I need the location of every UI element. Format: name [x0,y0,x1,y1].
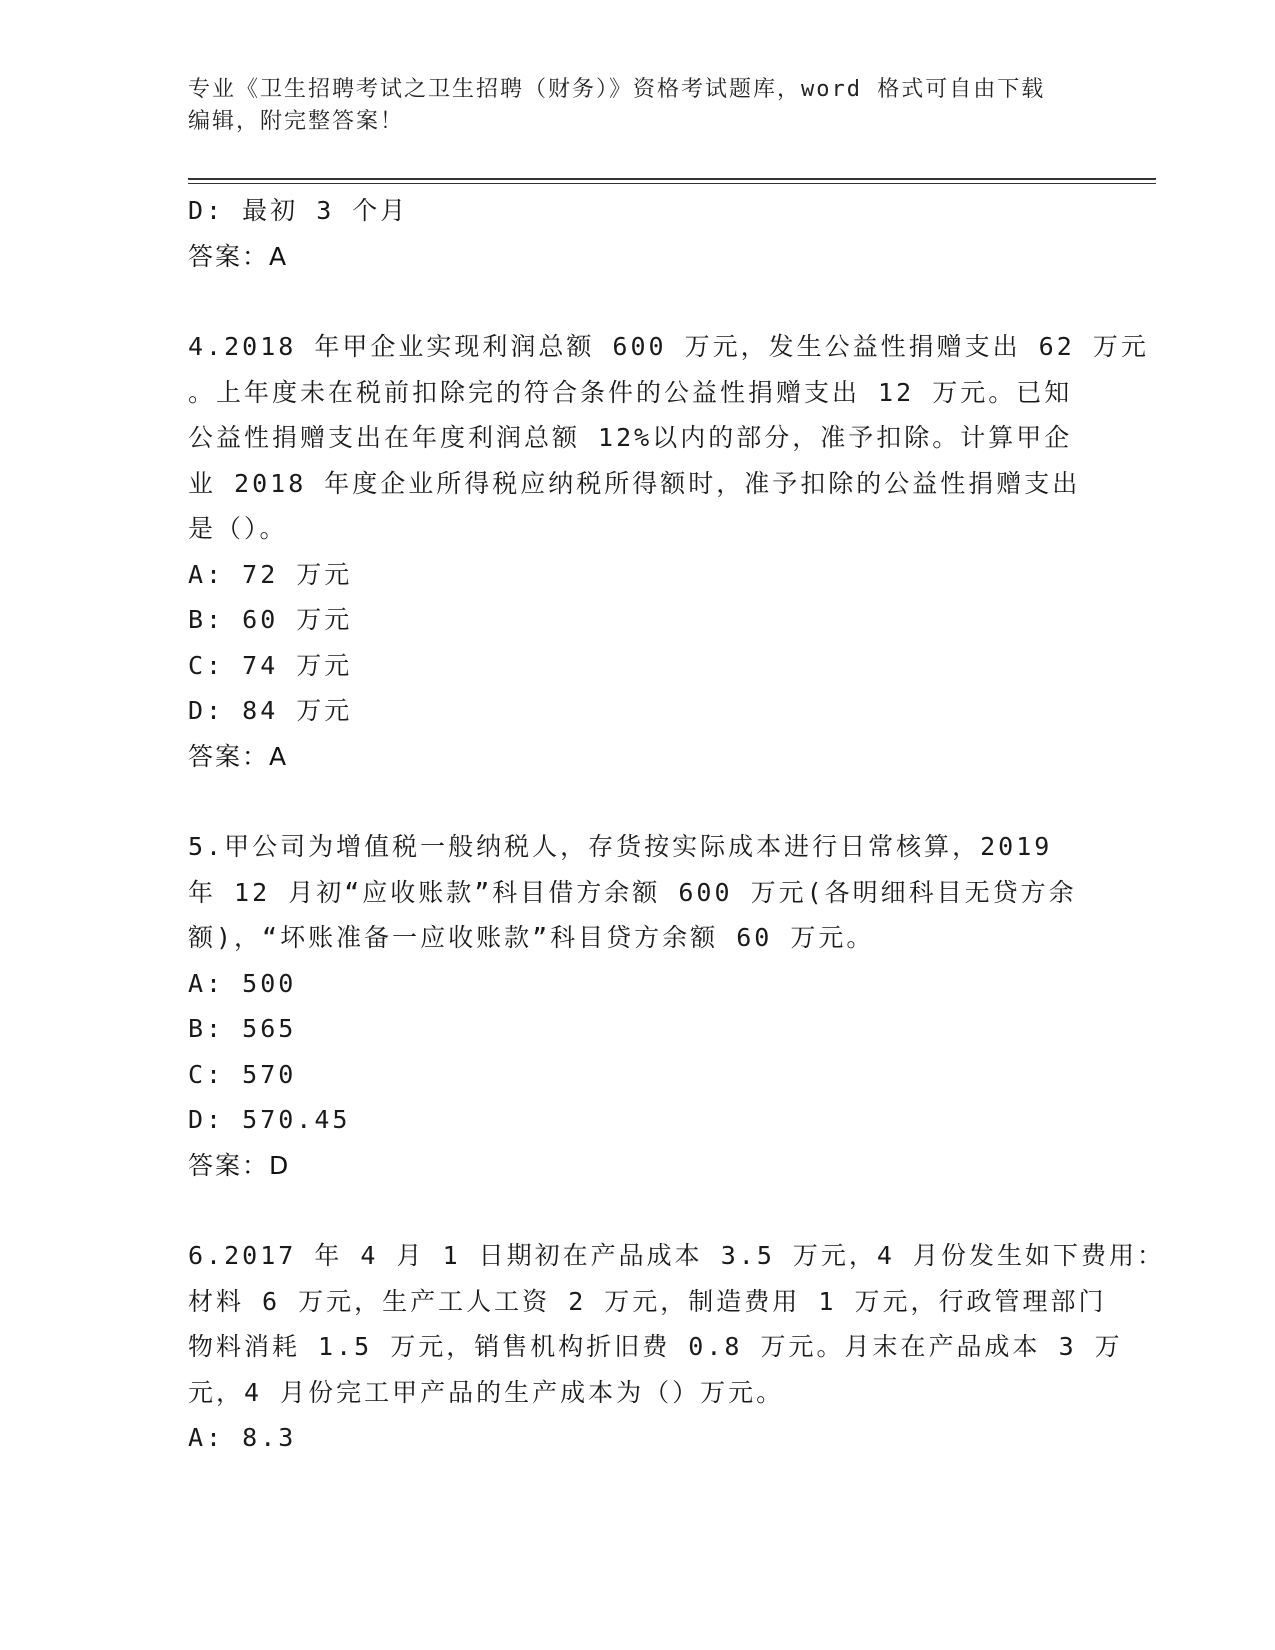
q6-stem-line: 元，4 月份完工甲产品的生产成本为（）万元。 [188,1377,785,1407]
q4-option-a: A: 72 万元 [188,559,353,589]
question-5 [188,824,1088,1188]
q4-answer: 答案：A [188,741,289,771]
q5-stem-line: 额)，“坏账准备一应收账款”科目贷方余额 60 万元。 [188,923,875,952]
header-divider-thick [188,178,1156,180]
spacer [188,1188,1088,1233]
q5-answer: 答案：D [188,1150,291,1180]
q5-stem-line: 5.甲公司为增值税一般纳税人，存货按实际成本进行日常核算，2019 [188,832,1053,861]
q4-option-c: C: 74 万元 [188,650,353,680]
q5-option-b: B: 565 [188,1014,297,1043]
q4-stem-line: 4.2018 年甲企业实现利润总额 600 万元，发生公益性捐赠支出 62 万元 [188,332,1149,361]
q3-option-d: D: 最初 3 个月 [188,196,409,225]
question-4 [188,324,1149,779]
q6-stem-line: 6.2017 年 4 月 1 日期初在产品成本 3.5 万元，4 月份发生如下费用： [188,1241,1166,1270]
q5-option-c: C: 570 [188,1059,297,1089]
header-line-1: 专业《卫生招聘考试之卫生招聘（财务）》资格考试题库，word 格式可自由下载 [188,77,1046,102]
header-line-2: 编辑，附完整答案！ [188,109,405,134]
q4-stem-line: 业 2018 年度企业所得税应纳税所得额时，准予扣除的公益性捐赠支出 [188,468,1081,498]
question-content [188,188,1166,1461]
spacer [188,279,1088,324]
spacer [188,779,1088,824]
q4-option-d: D: 84 万元 [188,696,353,725]
q6-stem-line: 物料消耗 1.5 万元，销售机构折旧费 0.8 万元。月末在产品成本 3 万 [188,1332,1123,1361]
q4-stem-line: 。上年度未在税前扣除完的符合条件的公益性捐赠支出 12 万元。已知 [188,377,1073,407]
q4-option-b: B: 60 万元 [188,605,353,634]
q5-option-a: A: 500 [188,968,297,998]
q4-stem-line: 公益性捐赠支出在年度利润总额 12%以内的部分，准予扣除。计算甲企 [188,423,1073,452]
q4-stem-line: 是（）。 [188,514,288,543]
q3-answer: 答案：A [188,241,289,271]
question-6 [188,1233,1166,1461]
document-header [188,74,1088,138]
q6-stem-line: 材料 6 万元，生产工人工资 2 万元，制造费用 1 万元，行政管理部门 [188,1286,1107,1316]
q5-stem-line: 年 12 月初“应收账款”科目借方余额 600 万元(各明细科目无贷方余 [188,877,1077,907]
header-divider-thin [188,183,1156,184]
q6-option-a: A: 8.3 [188,1423,297,1452]
q5-option-d: D: 570.45 [188,1105,351,1134]
